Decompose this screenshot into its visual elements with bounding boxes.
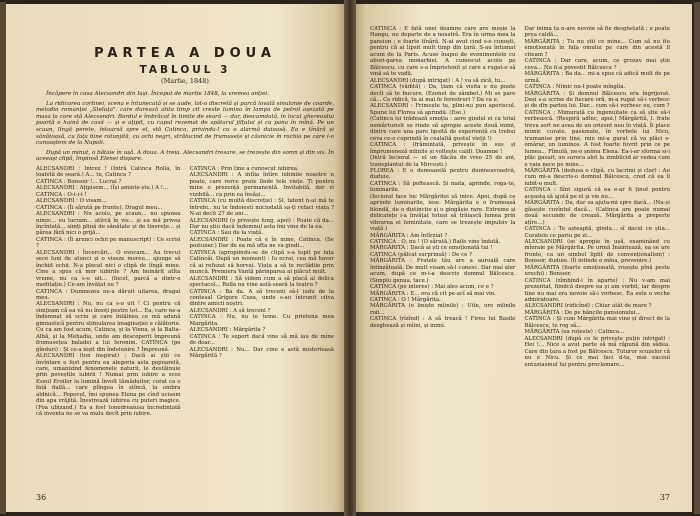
right-page-columns xyxy=(370,26,670,368)
dialogue-line: CATINCA : (frămintată, privește în sus și împrumeneză mlinile și voltește cald). Doamne ! xyxy=(370,142,516,155)
dialogue-line: CATINCA : Ba da. A să treceni să-l iudu de la contesal Grigore Cuza, unde s-au întrunit citva dintre amicii noștri. xyxy=(189,288,334,308)
intro-stage-directions xyxy=(36,91,334,163)
dialogue-line: CATINCA : O, nu ! (O sărută.) Baile vine îndată. xyxy=(370,238,501,245)
dialogue-line: ALECSANDRI : Ațipisem... (Își aminte-ște.) A !... xyxy=(36,185,169,192)
intro-paragraph: La ridicarea cortinei, scena e întunecată și se aude, lot-o discretă și parcă lovală sinulonie de coarde, melodia romanței „Steluța". care durează atita timp cit creste lumina în lampa de petrol așezată pe masa la care stă Alecsandri. Bordul e îmbrăcat în timite de seară — dar, descamdată, în locul ghereoului poartă o haină de casă — și e ațipit, cu capul rezemat de spătarul jilțului și cu pana în mînă. Pe un scaun, lîngă perete, întoarsă spre el, stă Catinca, privindu-l cu o alarmă duioasă. Ea e tînără și sănătoasă, cu fața bine rotunjită, cu ochi negri, strălucind de frumusețe și căsnicie în rochia pe care i-o cunoaștem de la Napoli. xyxy=(36,100,334,147)
book-gutter xyxy=(344,0,356,516)
dialogue-line: MĂRGĂRITA : Dacă ai ști ce emoționată tui ! xyxy=(370,245,493,252)
dialogue-line: (Intră Iecioral — el un flăcău de vreo 25 de ani, transplantat de la Mircești.) xyxy=(370,155,516,168)
dialogue-line: CATINCA : Nimic nu-l poate mîngîia. xyxy=(524,84,626,91)
intro-paragraph: Încăpere în casa Alecsandri din Iași. Început de martie 1848, la vremea anției. xyxy=(46,91,269,97)
page-number-right: 37 xyxy=(659,493,670,502)
dialogue-line: MĂRGĂRITA (foarte emoționată, roșește pînă peste urechi) : Bonsoir. xyxy=(524,264,670,278)
dialogue-line: CATINCA : Te suport dacă vine să mă iau de mine de doar... xyxy=(189,333,334,347)
left-column-2 xyxy=(190,166,335,418)
dialogue-line: MĂRGĂRITA (dedusa o clipă, cu lacrimi și clar) : Au cum mi-a descris-o domnul Bălcescu, cred că ea îl iubit-o mult. xyxy=(524,167,670,187)
dialogue-line: CATINCA (vădită) : Da, țiam că visita e nu poate decît să te bucure. (Ezonet de zâmbet.) Mi se pare că... Ce ridică, tu ai mai fe ferestruri ? Da ca e. xyxy=(370,84,516,103)
scene-date: (Martie, 1848) xyxy=(161,77,209,85)
dialogue-line: ALECSANDRI (o privește lung, apoi) : Poate că da... Dar nu știu dacă îndemnul asta îmi vine de la ea. xyxy=(189,217,334,231)
dialogue-line: CATINCA : Bonsoir !... Lucrai ? xyxy=(36,178,122,185)
dialogue-line: ALECSANDRI : Mărgărita ? xyxy=(189,327,266,334)
dialogue-line: ALECSANDRI : Încercări... O evocam... Au trecut sece luni de atunci și o viseze mereu... ajunge să închid ochii. N-a plecat nici o clipă de lîngă mine. Cine a spus că mor iubirile ? Am hoinărit atîta vreme, nu ca s-o uit... (Incet, parcă a dintr-o meditație.) Ce-am învățat eu ? xyxy=(36,249,181,289)
intro-paragraph: După un minut, o bătaie în ușă. A doua. A treia. Alecsandri tresare, se trezește din somn și din vis. În aceeași clipă, împinsă Elenei dispare. xyxy=(36,149,334,163)
dialogue-line: CATINCA : Sau de la viață. xyxy=(189,230,264,237)
dialogue-line: CATINCA : Dumnezeu ne-a dăruit uitarea, dragul meu. xyxy=(36,288,181,301)
dialogue-line: ALECSANDRI : Nu acolo, pe scaun... nu spunea nimic... eu lucram... atîrcă în vis... și ea mă privea încîntată... simți plină de sănătate și de tinerețe... și părea fără nici o grijă... xyxy=(36,211,181,237)
dialogue-line: ALECSANDRI : Să videm cum a să placă al dolica spectacol... Rolla nu vine astă-seară la teatru ? xyxy=(189,275,334,289)
dialogue-line: ALECSANDRI : A să treceni ? xyxy=(189,307,271,314)
left-column-1 xyxy=(36,166,181,418)
right-column-2 xyxy=(525,26,671,368)
dialogue-line: ALECSANDRI : A intîia întîre iubinile noastre n poate, care rerce prate lînde tele viețe. Ți pentru mine o prezență permanentă. Invitabilă, dar vi vizibilă... ca prin ea însăși... xyxy=(189,172,334,198)
dialogue-line: CATINCA : Prin tine a cunoscut iubirea. xyxy=(189,165,299,172)
part-title: PARTEA A DOUA xyxy=(94,46,276,61)
dialogue-line: ALECSANDRI (după intrigat) : A ! va să zică, tu... xyxy=(370,77,506,84)
dialogue-line: CATINCA (apropiindu-se de clipă s-a topit pe fața Catincăi. După un moment) : Iu ecrai, cea mă haver că ai refuzat să horvai. Viața a să te reclădiie prin muncă. Premiera Vantă părinparea ai plăcut mult. xyxy=(189,249,334,276)
dialogue-line: CATINCA : Dar care, acum, ce grozav mai știe ceva... Nu fi-a povestit Bălcescu ? xyxy=(524,58,670,71)
dialogue-line: CATINCA : Să poftească. Și mata, aprinde, roga-te, luminarile. xyxy=(370,180,516,194)
page-number-left: 36 xyxy=(36,493,47,502)
dialogue-line: MĂRGĂRITA : Ba da... mi-a spus că adică mult de pe urmă. xyxy=(524,71,670,84)
dialogue-line: ALECSANDRI : Intrez ! (Intră Catinca Rolla, în toaletă de seară.) A... tu, Catinca ? xyxy=(36,165,181,179)
dialogue-line: CATINCA : Sînt sigură că ea e-ar fi ținut pentru aceasta să ajută pe el și vie nu... xyxy=(524,187,670,200)
dialogue-line: CATINCA : (Îi arunci ochii pe manuscript) : Ce scrisi ? xyxy=(36,236,181,250)
left-page xyxy=(6,4,344,512)
dialogue-line: MĂRGĂRITA (ea roțeste) : Catinca... xyxy=(524,329,625,336)
dialogue-line: ALECSANDRI (după ce le privește puțin intrigat) : Hei !... Nice a avut parte să mă răpună din sădea. Care din țara a fost pe Bălcescu. Tuturor scuzelor că nu e Nicu. Și ce mai faci d-ta, mai eacoul entuziasmul lui pentru proclamare... xyxy=(524,335,670,368)
right-page xyxy=(356,4,692,512)
dialogue-line: ALECSANDRI : Nu... Dar cine e astă misterioasă Mărgărită ? xyxy=(189,346,334,360)
dialogue-line: ALECSANDRI : O visam... xyxy=(36,198,107,205)
dialogue-line: MĂRGĂRITA : Și domnul Bălcescu era îngrijorat. Deși s-a scrise de fiecare oră, m-a rugat să-i verbesc și de dîn partea lui. Dar... cum să-i vorbesc eu, cum ? xyxy=(524,90,670,110)
dialogue-line: CATINCA (zîmbind-i în aparte) : Nu v-am mai prezentat, fiindcă despre ea și am vorbit, iar despre tine nu mai era nevoie să-i vorbesc. Ea este o veche admiratoare. xyxy=(524,277,670,304)
dialogue-line: CATINCA (pălcat surprinsă) : De ce ? xyxy=(370,251,472,258)
dialogue-line: CATINCA : O ! Mărgărita. xyxy=(370,297,441,304)
dialogue-line: Dar inima ta n-are nevoie să fie desghețată ; e poate prea caldă... xyxy=(524,26,670,39)
dialogue-line: CATINCA : E fată unei doamne care are moșie la Hangu, nu departe de a noastră. Era în urma mea la pansion ; e foarte tînără. N-ai avut cind s-o cunoști, pentru că ai lipsit mult timp din țară. S-au întumat acum de la Paris. Acuse înapoi de evenimentele cu aburi-garea monarhiei. A cunoscut acolo pe Bălcescu, cu care s-a împrietenit și care a rugat-o să vină să te vadă. xyxy=(370,26,516,78)
dialogue-line: ALECSANDRI (ridicînd) : Chiar atât de mare ? xyxy=(524,303,652,310)
right-column-1 xyxy=(370,26,516,368)
dialogue-line: ALECSANDRI : Nu, nu ca s-o uit ! Ci pentru că simțeam că ea vă nu însoți pestre tot... Ea, care ne-a îndemnat să scriu și care întâlnea ce mă adună ginnastică pentru stimularea imaginației e călătorie. Cu ca am fost acum, Catinca, și la Viena, și la Balta-Albă, și la Mehadia, unde am descoperit împreună frumusețea baladei a lui Ieronim. CATINCA (pe gînduri) : Și ce-a ieșit din îndeiunire ? Împreună. xyxy=(36,301,181,353)
dialogue-line: CATINCA (pe interes) : Mai ales acum, ce e ? xyxy=(370,284,494,291)
dialogue-line: CATINCA : Nu, nu te teme. Cu prietena mea Margărita. xyxy=(189,314,334,327)
dialogue-line: MĂRGĂRITA (o liniște mlinile) : Uite, ure mlinile roii... xyxy=(370,303,516,316)
dialogue-line: CATINCA : (Îi sărută pe frunte). Dragul meu... xyxy=(36,204,163,211)
dialogue-line: ALECSANDRI (se apropie în ușă, examinând cu mîeraie pe Mărgărita. Pe urmă Înaintează, ea se are fronte, ca un simbol liplit de convenționalism) : Bonsoir, duduie. (Îi intinde o mîna, prevenire.) xyxy=(524,238,670,265)
right-page-edge xyxy=(694,2,700,514)
tablou-title: TABLOUL 3 xyxy=(139,64,231,76)
dialogue-line: ALECSANDRI (ton inspirat) : Dacă ai știi ce învîntare e fost pentru ea alegoria asta popoarelă, care, umanizînd fenomenele naturii, le destăinuie prin poveștile iubirii ! Numai prin iubire a scos Eseul Eroilor la lumină învolt tămăduitor, curat ca o față dallă... care plîngea în stîncă, la umbra aldnică... Popovul, îmi spunea Elena pe cînd ucisem din apa vrăjită. Înestrează iubirea cu puteri magice. (Foa ubizand.) Ea a fost tonedreaiusa încredințată că inventa ne se va mulu decît prin iubire. xyxy=(36,353,181,418)
dialogue-line: CATINCA : Te așteaptă, gindu... sî dacul ce știa... Curatele ce pariu pe zi... xyxy=(524,226,670,239)
dialogue-line: (Iecioral face loc Mărgăritei să intre. Apoi, după ce aprinde luminarile, iese. Mărgărita e o frumoasă blondă, de o distincție și o gingășie rare. Extreme și delicatețe i-a învățat totuși să trăiască lumea prin vibrarea ei feminitate, care se trezește impulsiv la viață.) xyxy=(370,193,516,233)
dialogue-line: MĂRGĂRITA : Fratele tău are a auroală care întinzătoală. De mult visam să-l cunosc. Dar mai aler acum, după ce m-i-a descris domnul Bălcescu. (Simplu genua, tace.) xyxy=(370,258,516,284)
dialogue-line: CATINCA (cu multă discreție) : Și, tatent n-ai mă te întrebi.. nu te îndoiesti miciodată sa-ți refaci viața ? N-ai decît 27 de ani... xyxy=(189,198,334,218)
dialogue-line: MĂRGĂRITA : Am întîrziat ? xyxy=(370,232,448,239)
dialogue-line: MĂRGĂRITA : Da, dar sa ajuta-mi spre dacă... (Nu-și găsește cuvîntul dacă... (Catinca are poate numai două secunde de crează. Mărgărita a preperte ațîre...) xyxy=(524,200,670,226)
dialogue-line: CATINCA : Mimurată cu ingenuitate ca să știe să-i verbească. (Respiră adînc, apoi.) Mărgărită, l. frate treva sort ne avea de un orizont nou în viață. Îi place mimic curate, pasionate, în vorbele lui Nicu, trumanise prin tine, mie mi-a gurat că va plăci s-omărar, un luminos. A fost foarte fovrit prin ce pe lumea... Fîmulă, ne-o șnimu Elena. Ea-i-ar sforma si-i plăc gasuit, un suroca alot la zimblicid ar vedea cum e vaia nece pe mine... xyxy=(524,109,670,168)
dialogue-line: MĂRGĂRITA : Tu nu știi ce mine... Cum să nu fiu emoționată în fața omului pe care din acestă ll citeam ? xyxy=(524,38,670,58)
dialogue-line: FLOREA : E o demoazelă pentru dumneavoastră, duduie. xyxy=(370,167,516,181)
dialogue-line: MĂRGĂRITA : E... era că cit pe-acî să mai vin. xyxy=(370,290,496,297)
dialogue-line: ALECSANDRI : Frimește tu, plini-nu pun aperiscul. Spune lui Florea să aprindă. (Ese.) xyxy=(370,103,516,116)
left-page-columns xyxy=(36,166,334,418)
dialogue-line: CATINCA : Și cum Mărgărita mai vine și direct de la Bălcescu, te rog să... xyxy=(524,316,670,329)
dialogue-line: (Catinca iși trădează emoția : aere gindul ei ca total nemărturisit se rinde să apropie aceste două inimi, dintre care una pare lipsită de experiență cu trebui ceva ce-o cuprindă în cealaltă gustul vieții !) xyxy=(370,116,516,142)
dialogue-line: CATINCA (rîzînd) : A să treacă ! Fireu lui Basile desghează și mîini, și inimi. xyxy=(370,316,516,329)
dialogue-line: ALECSANDRI : Poate că e în mine, Catinca. (Se poziuner.) Dar de ea mă ofta ne va gindi... xyxy=(189,236,334,250)
dialogue-line: CATINCA : O-i-i-i ! xyxy=(36,191,87,198)
dialogue-line: MĂRGĂRITA : De pe băncile pansionului... xyxy=(524,309,641,316)
